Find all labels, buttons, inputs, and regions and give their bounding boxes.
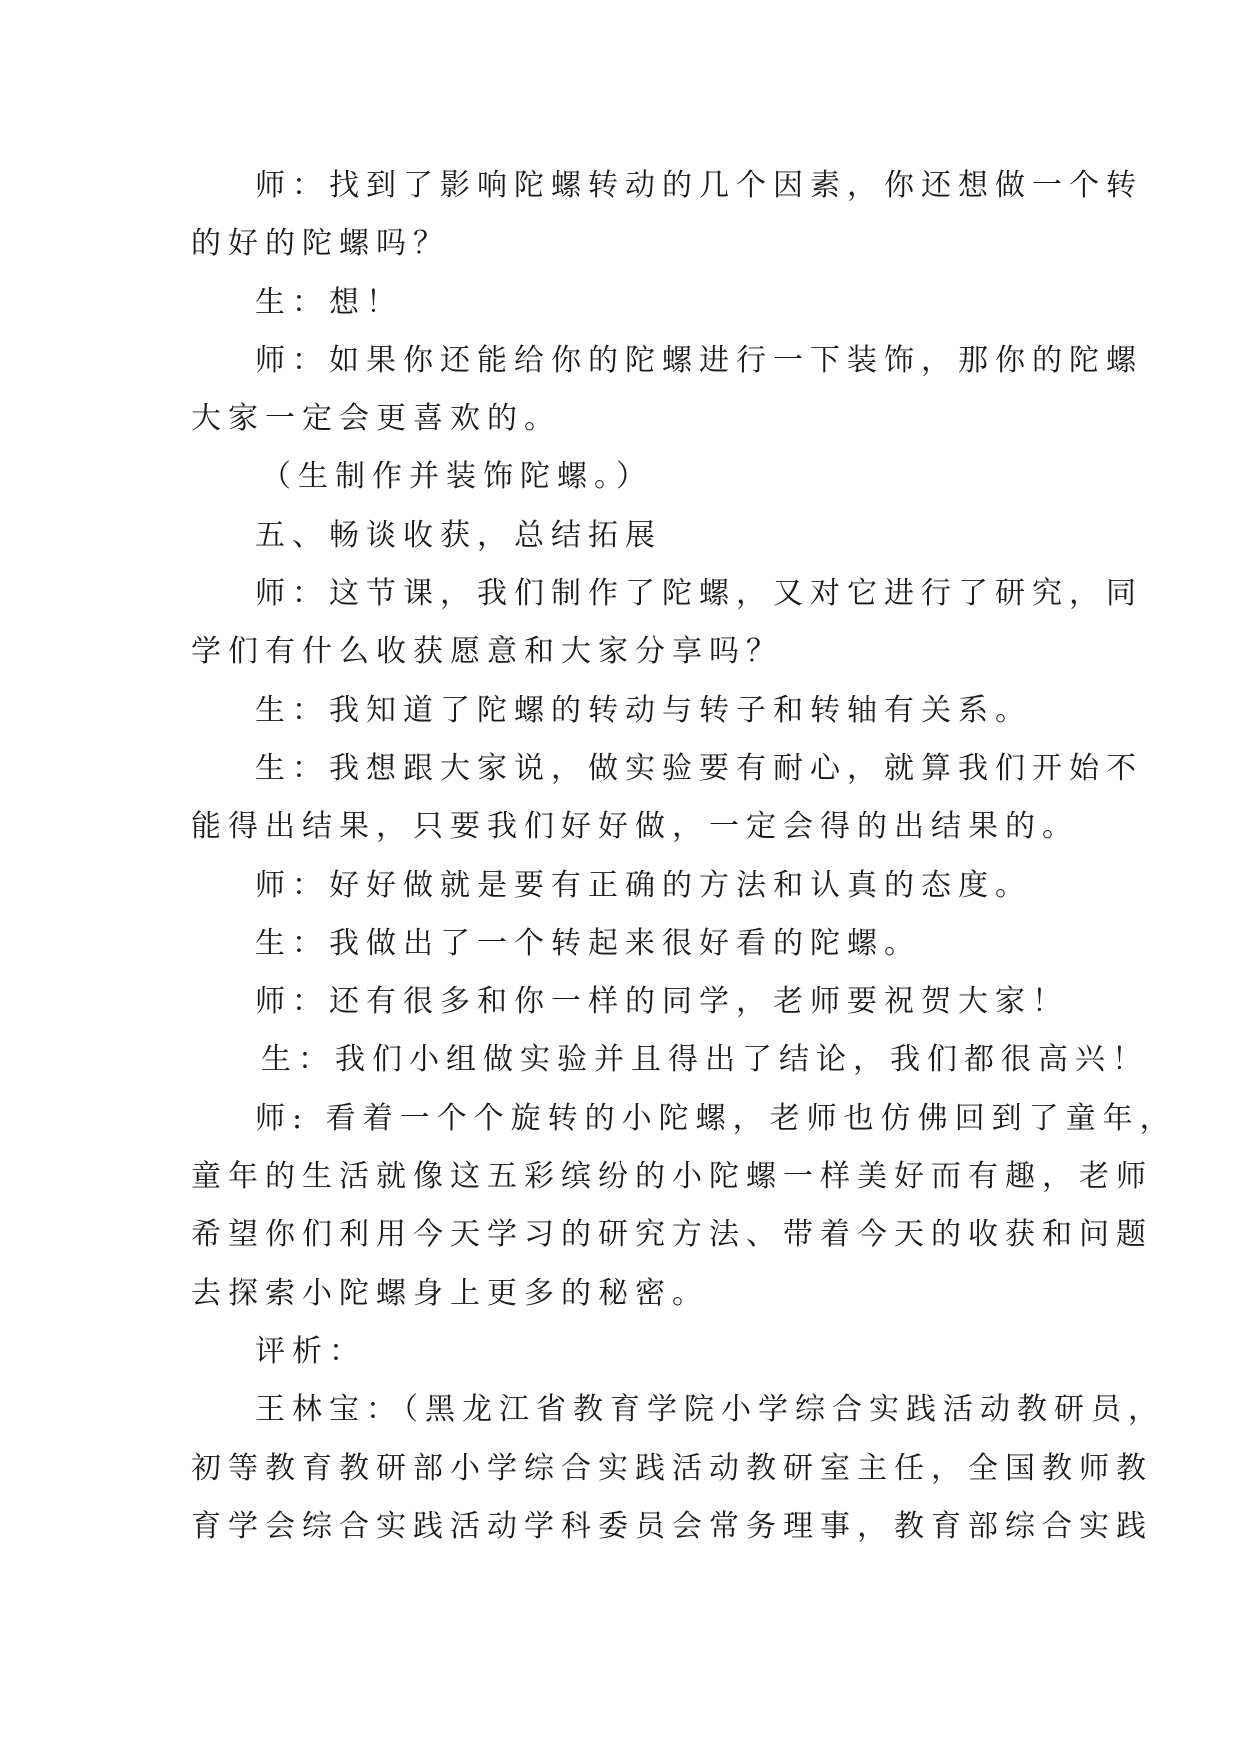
text-line: 师：这节课，我们制作了陀螺，又对它进行了研究，同 <box>255 576 1143 612</box>
text-line: 学们有什么收获愿意和大家分享吗？ <box>191 634 783 670</box>
section-heading: 五、畅谈收获，总结拓展 <box>255 517 662 553</box>
document-body <box>191 157 1177 1556</box>
text-line: 育学会综合实践活动学科委员会常务理事，教育部综合实践 <box>191 1508 1153 1544</box>
text-line: 生：我知道了陀螺的转动与转子和转轴有关系。 <box>255 692 1032 728</box>
text-line: 生：我们小组做实验并且得出了结论，我们都很高兴！ <box>261 1042 1149 1078</box>
text-line: 师：如果你还能给你的陀螺进行一下装饰，那你的陀螺 <box>255 342 1143 378</box>
text-line: 能得出结果，只要我们好好做，一定会得的出结果的。 <box>191 809 1079 845</box>
text-line: 师：还有很多和你一样的同学，老师要祝贺大家！ <box>255 984 1069 1020</box>
text-line: 王林宝：（黑龙江省教育学院小学综合实践活动教研员， <box>255 1392 1165 1428</box>
text-line: 希望你们利用今天学习的研究方法、带着今天的收获和问题 <box>191 1217 1153 1253</box>
text-line: 生：想！ <box>255 284 403 320</box>
text-line: 师：找到了影响陀螺转动的几个因素，你还想做一个转 <box>255 168 1143 203</box>
text-line: 初等教育教研部小学综合实践活动教研室主任，全国教师教 <box>191 1450 1153 1486</box>
comment-heading: 评析： <box>255 1333 366 1369</box>
text-line: 师: 看着一个个旋转的小陀螺，老师也仿佛回到了童年， <box>255 1100 1177 1136</box>
text-line: （生制作并装饰陀螺。） <box>261 459 653 495</box>
text-line: 生：我想跟大家说，做实验要有耐心，就算我们开始不 <box>255 750 1143 786</box>
text-line: 大家一定会更喜欢的。 <box>191 401 561 437</box>
text-line: 的好的陀螺吗？ <box>191 226 450 262</box>
text-line: 去探索小陀螺身上更多的秘密。 <box>191 1275 709 1311</box>
text-line: 师：好好做就是要有正确的方法和认真的态度。 <box>255 867 1032 903</box>
text-line: 童年的生活就像这五彩缤纷的小陀螺一样美好而有趣，老师 <box>191 1159 1153 1195</box>
text-line: 生：我做出了一个转起来很好看的陀螺。 <box>255 925 921 961</box>
